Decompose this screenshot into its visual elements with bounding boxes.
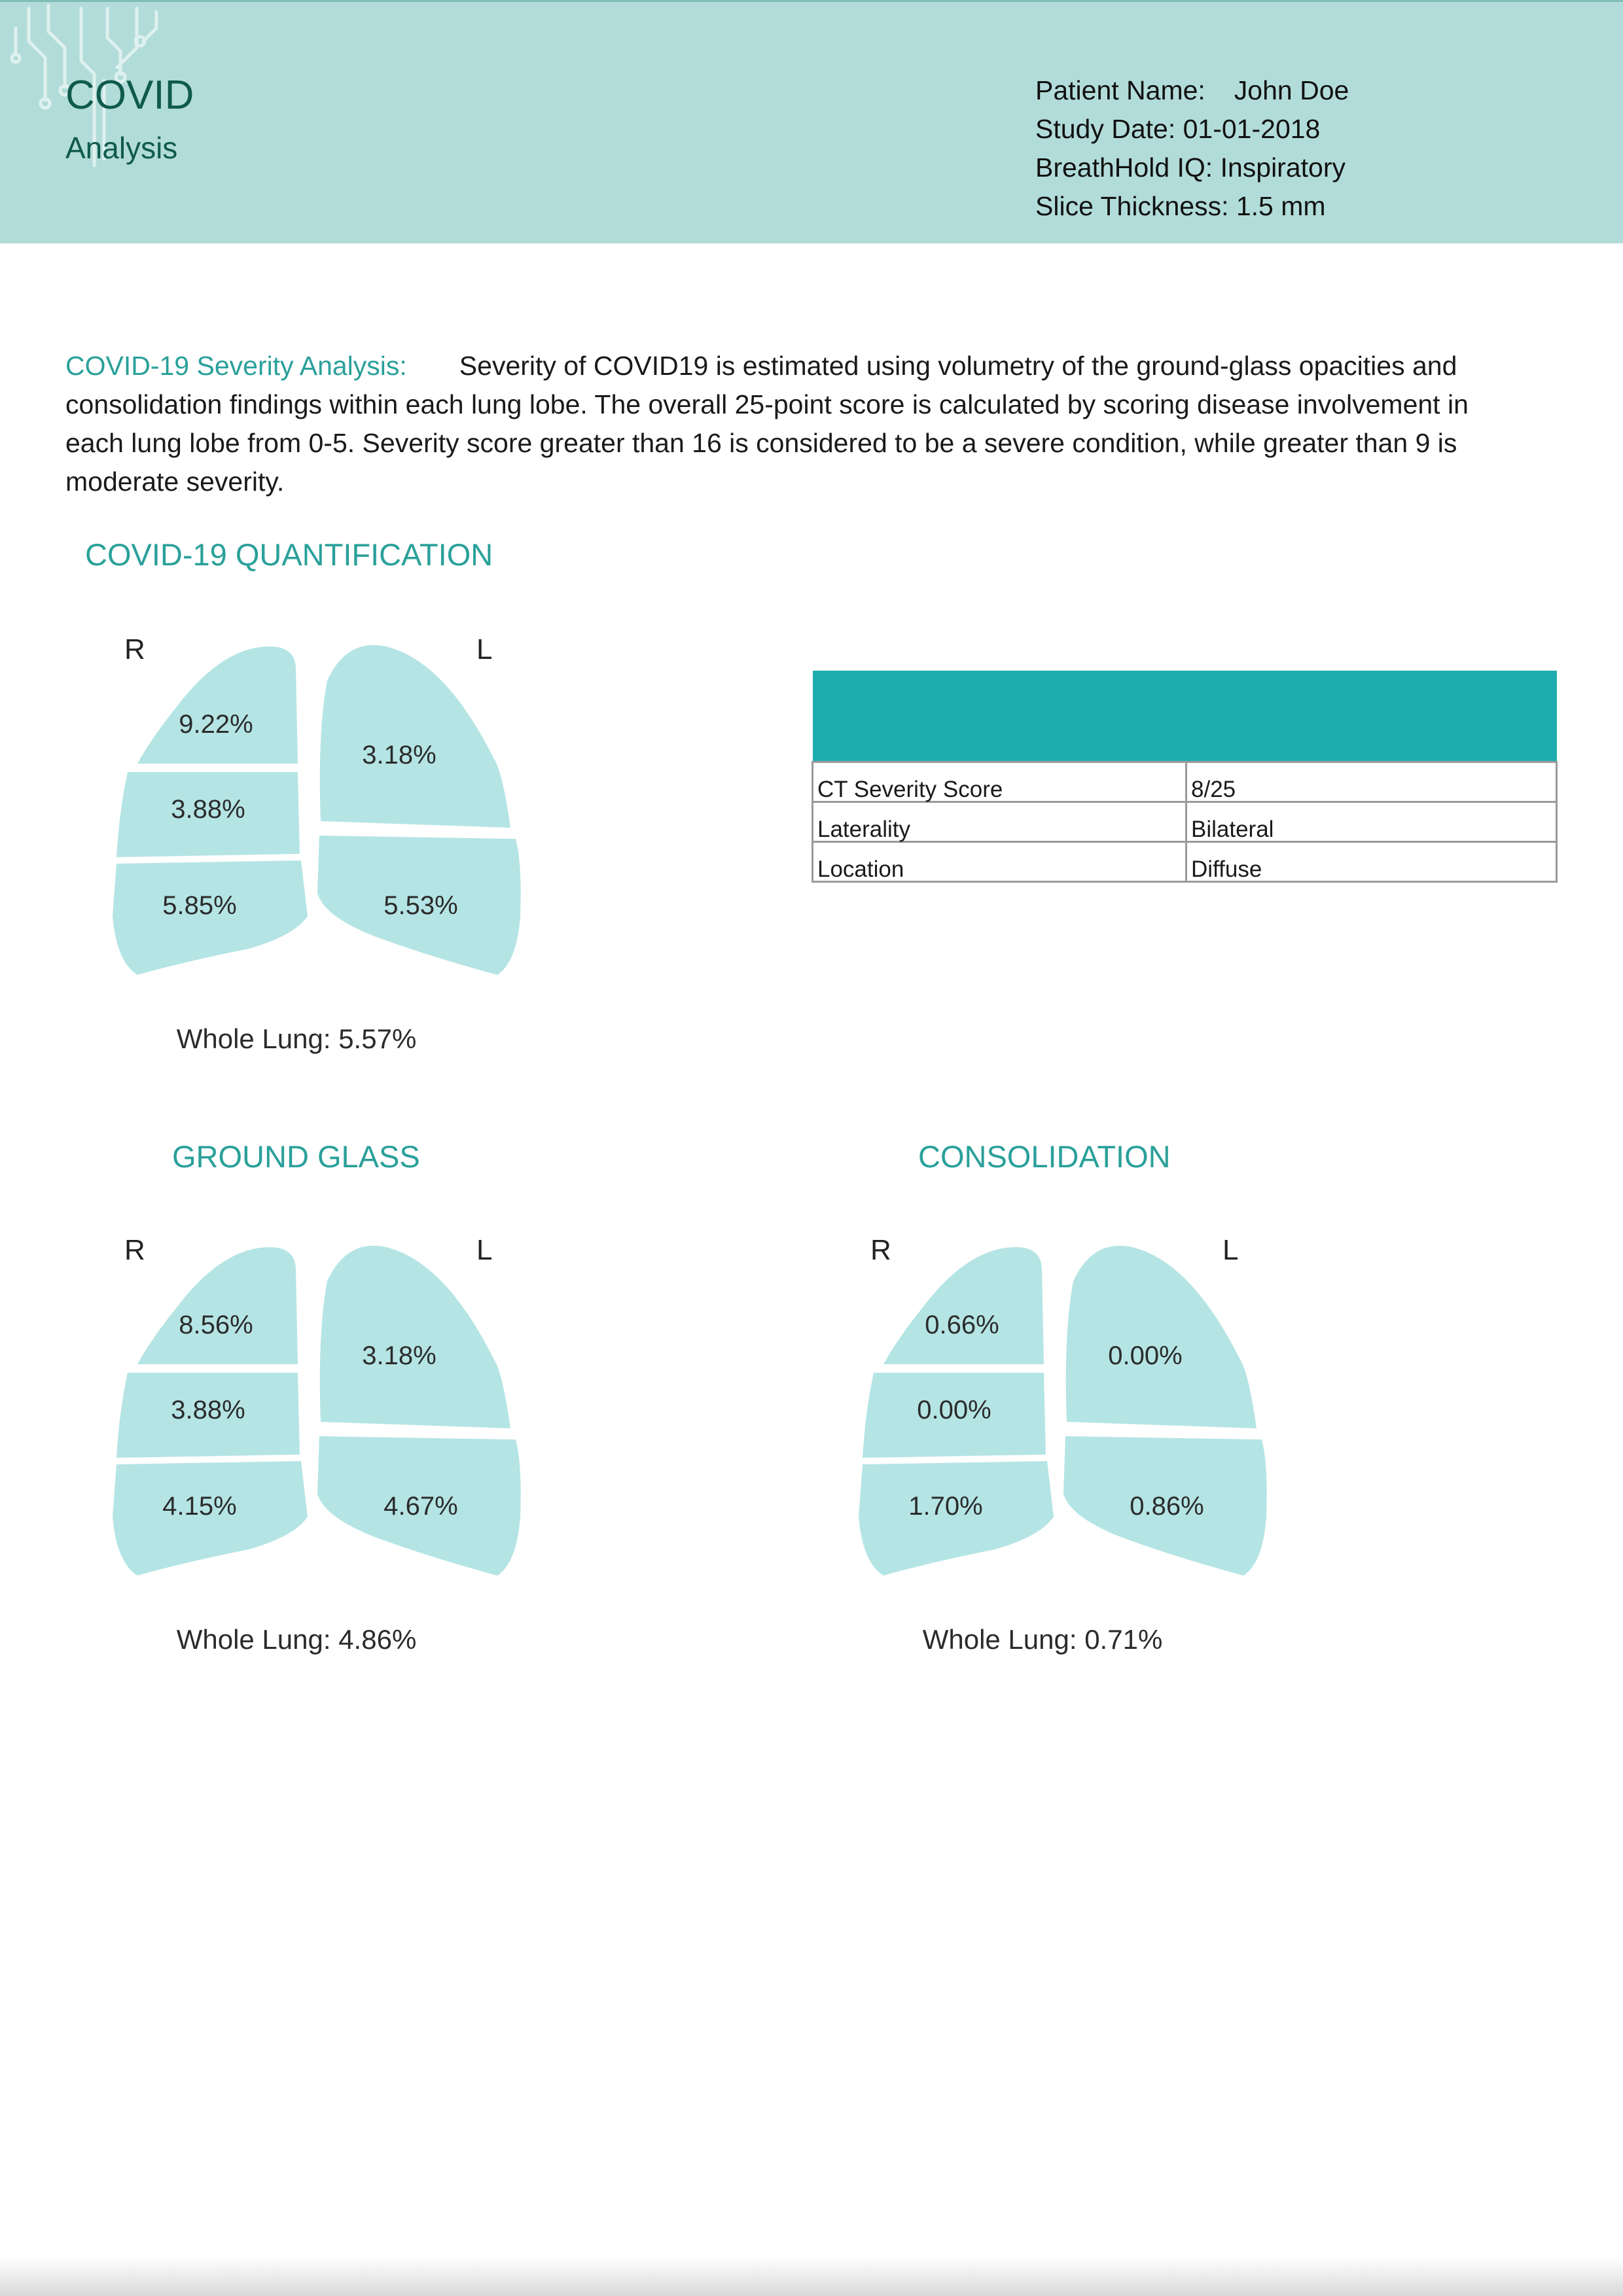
lung-lobes-graphic [844, 1229, 1302, 1595]
severity-description [65, 347, 1505, 501]
quantification-lung-diagram [98, 628, 556, 1099]
left-side-label: L [476, 633, 493, 665]
severity-score-table [812, 671, 1558, 883]
l-lower-pct: 4.67% [383, 1492, 458, 1521]
whole-lung-total: Whole Lung: 5.57% [176, 1023, 417, 1054]
lobe-right-upper [137, 1247, 298, 1364]
l-lower-pct: 0.86% [1130, 1492, 1204, 1521]
lobe-left-upper [320, 1246, 510, 1428]
r-upper-pct: 9.22% [179, 710, 253, 739]
lobe-right-upper [137, 646, 298, 764]
lobe-left-upper [320, 645, 510, 828]
slice-thickness: Slice Thickness: 1.5 mm [1035, 191, 1326, 221]
lung-lobes-graphic [98, 1229, 556, 1595]
right-side-label: R [124, 633, 145, 665]
row-value: 8/25 [1186, 762, 1557, 802]
patient-name-row [1035, 71, 1349, 110]
l-upper-pct: 3.18% [362, 741, 437, 769]
l-lower-pct: 5.53% [383, 891, 458, 920]
ground-glass-lung-diagram [98, 1229, 556, 1700]
l-upper-pct: 0.00% [1108, 1341, 1183, 1370]
table-row [813, 762, 1557, 802]
table-row [813, 802, 1557, 842]
left-side-label: L [476, 1234, 493, 1266]
patient-name: John Doe [1234, 75, 1349, 105]
r-middle-pct: 0.00% [917, 1396, 991, 1424]
patient-info [1035, 71, 1349, 226]
patient-name-label: Patient Name: [1035, 75, 1205, 105]
r-lower-pct: 1.70% [908, 1492, 983, 1521]
r-upper-pct: 0.66% [925, 1311, 999, 1339]
right-side-label: R [124, 1234, 145, 1266]
table-header [813, 671, 1557, 762]
lobe-right-upper [883, 1247, 1044, 1364]
quantification-title: COVID-19 QUANTIFICATION [85, 537, 493, 572]
table-row [813, 842, 1557, 882]
r-middle-pct: 3.88% [171, 1396, 245, 1424]
page-bottom-edge [0, 2257, 1623, 2296]
whole-lung-total: Whole Lung: 0.71% [922, 1624, 1163, 1655]
row-label: CT Severity Score [813, 762, 1186, 802]
consolidation-lung-diagram [844, 1229, 1302, 1700]
r-middle-pct: 3.88% [171, 795, 245, 824]
row-label: Laterality [813, 802, 1186, 842]
row-label: Location [813, 842, 1186, 882]
severity-lead: COVID-19 Severity Analysis: [65, 351, 407, 381]
right-side-label: R [870, 1234, 891, 1266]
r-lower-pct: 4.15% [162, 1492, 237, 1521]
lobe-left-upper [1066, 1246, 1257, 1428]
study-date: Study Date: 01-01-2018 [1035, 114, 1321, 144]
brand-title: COVID [65, 73, 194, 118]
row-value: Bilateral [1186, 802, 1557, 842]
l-upper-pct: 3.18% [362, 1341, 437, 1370]
lung-lobes-graphic [98, 628, 556, 995]
breathhold-iq: BreathHold IQ: Inspiratory [1035, 152, 1346, 183]
r-lower-pct: 5.85% [162, 891, 237, 920]
left-side-label: L [1222, 1234, 1239, 1266]
r-upper-pct: 8.56% [179, 1311, 253, 1339]
severity-text: Severity of COVID19 is estimated using volumetry of the ground-glass opacities and consolidation findings within each lung lobe. The overall 25-point score is calculated by scoring disease involvement in each lung lobe from 0-5. Severity score greater than 16 is considered to be a severe condition, while greater than 9 is moderate severity. [65, 351, 1469, 497]
consolidation-title: CONSOLIDATION [918, 1139, 1171, 1174]
report-header [0, 0, 1623, 243]
row-value: Diffuse [1186, 842, 1557, 882]
ground-glass-title: GROUND GLASS [172, 1139, 420, 1174]
brand-subtitle: Analysis [65, 131, 178, 165]
whole-lung-total: Whole Lung: 4.86% [176, 1624, 417, 1655]
